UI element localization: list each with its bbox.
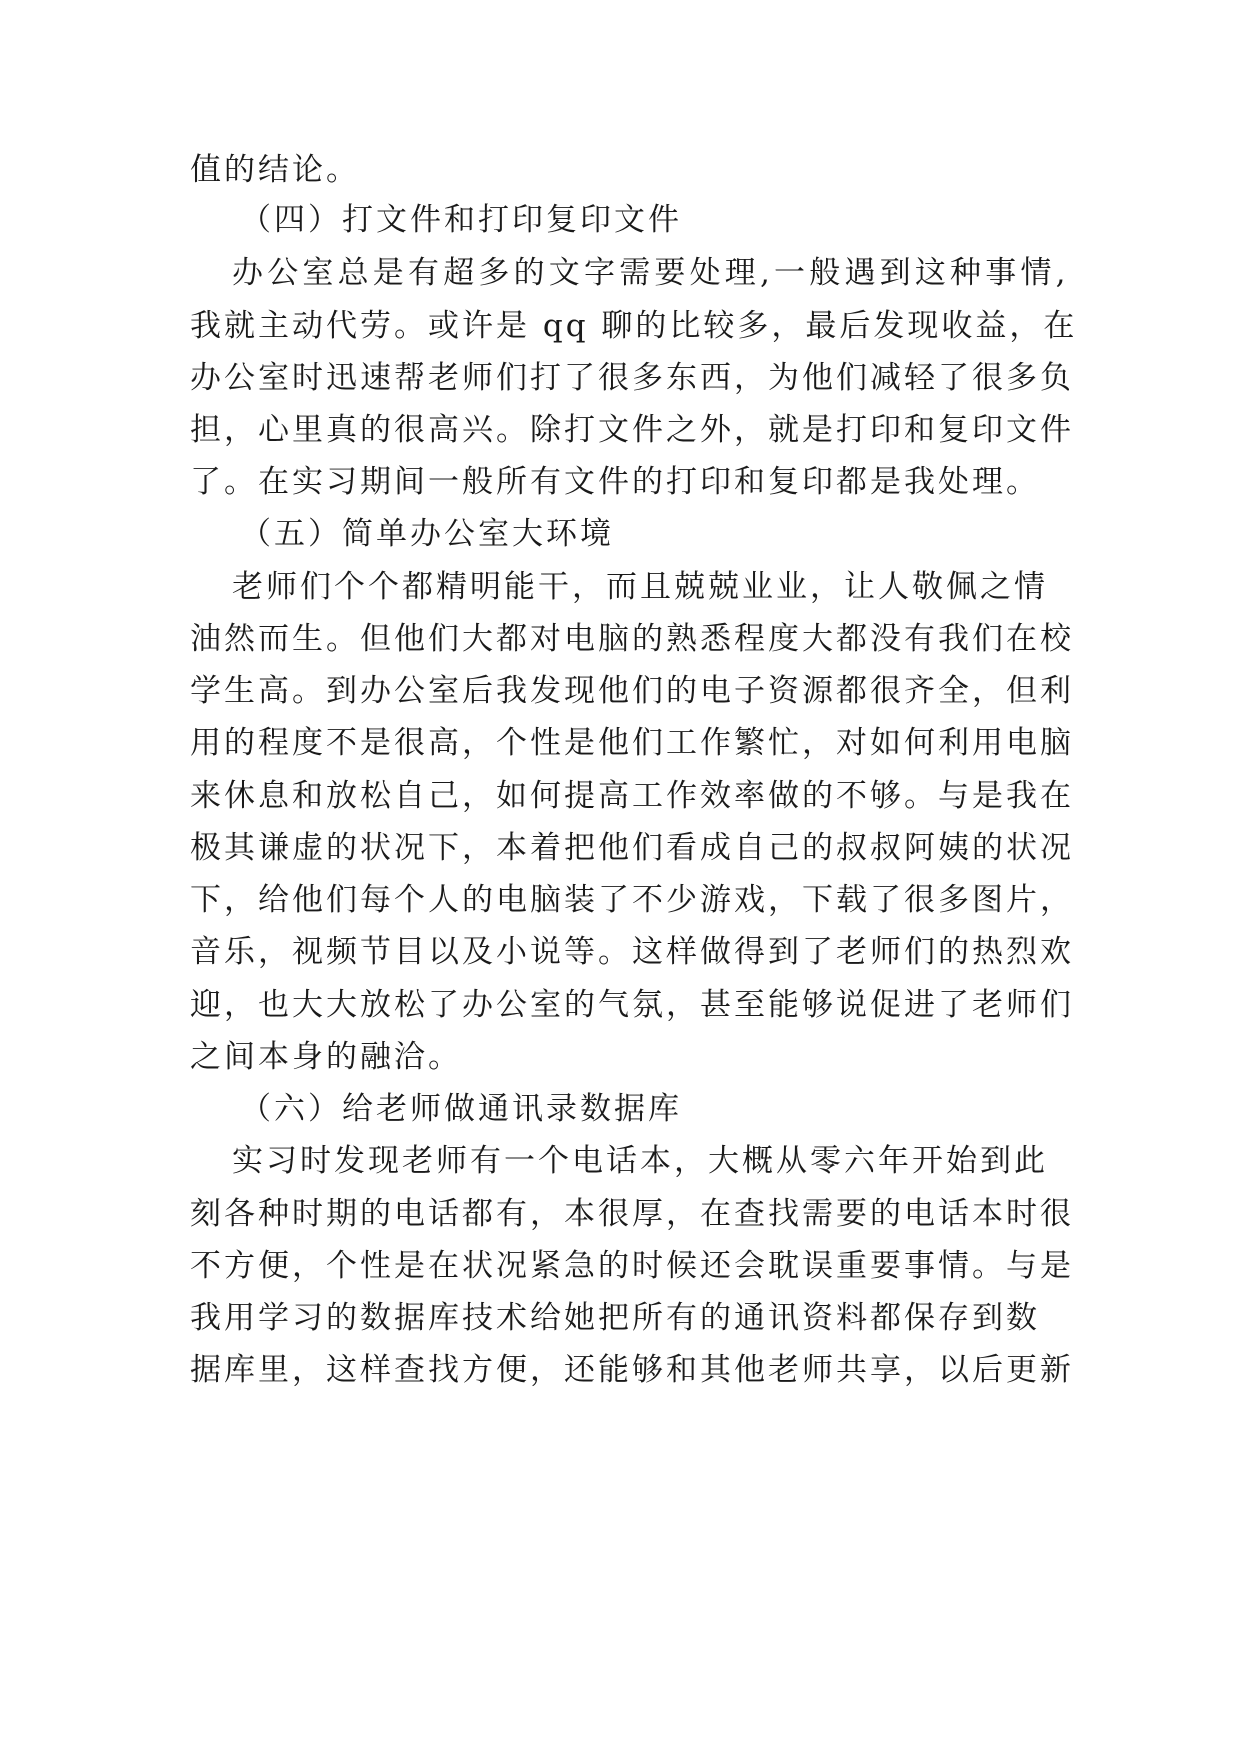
paragraph-continuation-line: 值的结论。 [190, 152, 360, 188]
paragraph-line: 了。在实习期间一般所有文件的打印和复印都是我处理。 [190, 464, 1040, 500]
section-heading-four: （四）打文件和打印复印文件 [240, 202, 682, 238]
paragraph-line: 老师们个个都精明能干，而且兢兢业业，让人敬佩之情 [232, 569, 1048, 605]
paragraph-line: 音乐，视频节目以及小说等。这样做得到了老师们的热烈欢 [190, 934, 1074, 970]
paragraph-line: 用的程度不是很高，个性是他们工作繁忙，对如何利用电脑 [190, 725, 1074, 761]
paragraph-line: 办公室时迅速帮老师们打了很多东西，为他们减轻了很多负 [190, 360, 1074, 396]
paragraph-line: 实习时发现老师有一个电话本，大概从零六年开始到此 [232, 1143, 1048, 1179]
paragraph-line: 我用学习的数据库技术给她把所有的通讯资料都保存到数 [190, 1300, 1040, 1336]
paragraph-line: 担，心里真的很高兴。除打文件之外，就是打印和复印文件 [190, 412, 1074, 448]
paragraph-line: 极其谦虚的状况下，本着把他们看成自己的叔叔阿姨的状况 [190, 830, 1074, 866]
paragraph-line: 学生高。到办公室后我发现他们的电子资源都很齐全，但利 [190, 673, 1074, 709]
paragraph-line: 下，给他们每个人的电脑装了不少游戏，下载了很多图片， [190, 882, 1074, 918]
paragraph-line: 据库里，这样查找方便，还能够和其他老师共享，以后更新 [190, 1352, 1074, 1388]
section-heading-five: （五）简单办公室大环境 [240, 516, 614, 552]
paragraph-line: 刻各种时期的电话都有，本很厚，在查找需要的电话本时很 [190, 1196, 1074, 1232]
paragraph-line: 来休息和放松自己，如何提高工作效率做的不够。与是我在 [190, 778, 1074, 814]
paragraph-line: 办公室总是有超多的文字需要处理,一般遇到这种事情, [232, 255, 1070, 291]
paragraph-line: 之间本身的融洽。 [190, 1039, 462, 1075]
paragraph-line: 油然而生。但他们大都对电脑的熟悉程度大都没有我们在校 [190, 621, 1074, 657]
paragraph-line: 不方便，个性是在状况紧急的时候还会耽误重要事情。与是 [190, 1248, 1074, 1284]
paragraph-line: 迎，也大大放松了办公室的气氛，甚至能够说促进了老师们 [190, 987, 1074, 1023]
section-heading-six: （六）给老师做通讯录数据库 [240, 1091, 682, 1127]
paragraph-line: 我就主动代劳。或许是 qq 聊的比较多，最后发现收益，在 [190, 308, 1078, 344]
